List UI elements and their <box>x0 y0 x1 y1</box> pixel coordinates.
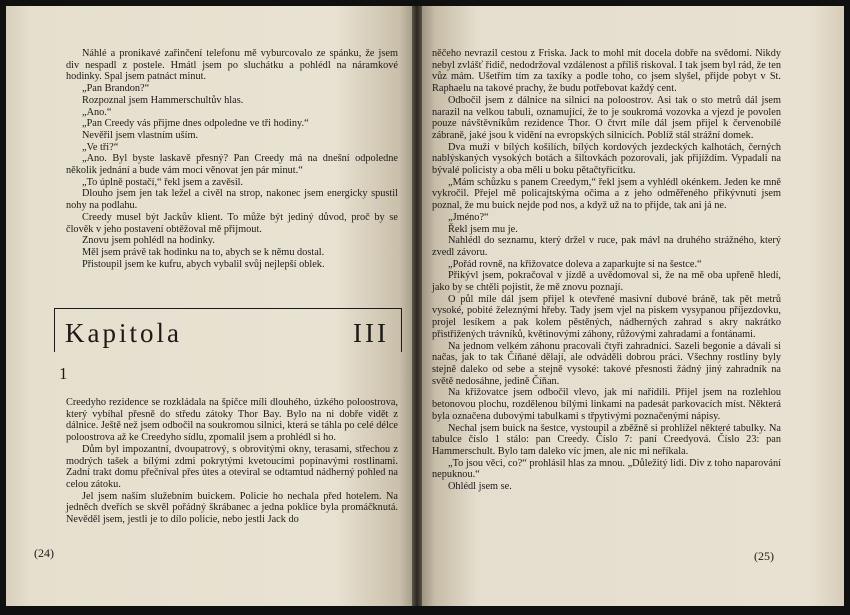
paragraph: „To úplně postačí,“ řekl jsem a zavěsil. <box>82 176 244 188</box>
paragraph: „Ano.“ <box>82 106 112 118</box>
paragraph: Znovu jsem pohlédl na hodinky. <box>82 235 215 247</box>
paragraph: Měl jsem právě tak hodinku na to, abych se k němu dostal. <box>82 246 325 258</box>
paragraph: „To jsou věci, co?“ prohlásil hlas za mnou. „Důležitý lidi. Div z toho naparování nepuknou.“ <box>432 457 781 481</box>
paragraph: Jel jsem naším služebním buickem. Policie ho nechala před hotelem. Na jedněch dveřích se skvěl pořádný škrábanec a jedna poklice byla promáčknutá. Nevěděl jsem, jestli je to dílo policie, nebo jestli Jack do <box>66 490 398 526</box>
left-page-number: (24) <box>34 546 54 560</box>
paragraph: Nevěřil jsem vlastním uším. <box>82 129 199 141</box>
paragraph: Dlouho jsem jen tak ležel a civěl na strop, nakonec jsem energicky spustil nohy na podlahu. <box>66 188 398 212</box>
paragraph: Na jednom velkém záhonu pracovali čtyři zahradníci. Sazeli begonie a dávali si načas, jak to tak Číňané dělají, ale odváděli dobrou práci. Všechny rostliny byly stejně daleko od sebe a stejně vysoké: takové přesnosti žádný jiný zahradník na světě nedosáhne, jedině Číňan. <box>432 340 781 387</box>
chapter-word: Kapitola <box>65 318 182 348</box>
paragraph: Odbočil jsem z dálnice na silnici na poloostrov. Asi tak o sto metrů dál jsem narazil na velkou tabuli, oznamující, že to je soukromá vozovka a vjezd je povolen pouze návštěvníkům rezidence Thor. O čtvrt míle dál jsem přijel k červenobílé zábraně, jaké jsou k vidění na evropských silnicích. Poblíž stál strážní domek. <box>432 94 781 141</box>
paragraph: O půl míle dál jsem přijel k otevřené masivní dubové bráně, tak pět metrů vysoké, pobité železnými hřeby. Tady jsem vjel na piskem vysypanou příjezdovku, projel lesíkem a pak kolem pěstěných, nádherných zahrad s akry nakrátko přistřižených trávníků, květinovými záhony, růžovými zahradami a fontánami. <box>432 293 781 340</box>
left-page-text-top <box>66 48 398 270</box>
paragraph: „Mám schůzku s panem Creedym,“ řekl jsem a vyhlédl okénkem. Jeden ke mně vykročil. Přejel mě policajtskýma očima a z jeho odměřeného přikývnutí jsem poznal, že mu buick nejde pod nos, a když už na to přijde, tak ani já ne. <box>432 176 781 212</box>
paragraph: Rozpoznal jsem Hammerschultův hlas. <box>82 94 244 106</box>
paragraph: „Jméno?“ <box>448 211 489 223</box>
paragraph: Creedy musel být Jackův klient. To může být jediný důvod, proč by se člověk v jeho postavení obtěžoval mě přijmout. <box>66 211 398 235</box>
chapter-heading <box>54 308 402 352</box>
paragraph: Přikývl jsem, pokračoval v jízdě a uvědomoval si, že na mě oba upřeně hledí, jako by se chtěli pojistit, že mě znovu poznají. <box>432 270 781 294</box>
right-page-text <box>432 48 781 493</box>
paragraph: Ohlédl jsem se. <box>448 481 512 493</box>
paragraph: Dům byl impozantní, dvoupatrový, s obrovitými okny, terasami, střechou z modrých tašek a bílými zdmi pokrytými kvetoucími popínavými rostlinami. Zadní trakt domu přečníval přes útes a oteviral se odtamtud nádherný pohled na celou zátoku. <box>66 443 398 490</box>
paragraph: „Pan Brandon?“ <box>82 83 150 95</box>
paragraph: Přistoupil jsem ke kufru, abych vybalil svůj nejlepší oblek. <box>82 258 325 270</box>
paragraph: Nahlédl do seznamu, který držel v ruce, pak mávl na druhého strážného, který zvedl závoru. <box>432 235 781 258</box>
chapter-number: III <box>353 318 389 348</box>
paragraph: něčeho nevrazil cestou z Friska. Jack to mohl mít docela dobře na svědomí. Nikdy nebyl zvlášť řidič, nedodržoval vzdálenost a příliš riskoval. I tak jsem byl rád, že ten vůz mám. Ušetřím tím za taxíky a podle toho, co jsem slyšel, přijde pobyt v St. Raphaelu na takové prachy, že budu potřebovat každý cent. <box>432 48 781 95</box>
paragraph: Řekl jsem mu je. <box>448 223 518 235</box>
left-page-text-bottom <box>66 397 398 526</box>
paragraph: „Ano. Byl byste laskavě přesný? Pan Creedy má na dnešní odpoledne několik jednání a bude vám moci věnovat jen pár minut.“ <box>66 153 398 177</box>
book-gutter <box>412 6 422 606</box>
paragraph: „Ve tři?“ <box>82 141 119 153</box>
right-page-number: (25) <box>754 549 774 563</box>
paragraph: Náhlé a pronikavé zařinčení telefonu mě vyburcovalo ze spánku, že jsem div nespadl z postele. Hmátl jsem po sluchátku a pohlédl na náramkové hodinky. Spal jsem patnáct minut. <box>66 48 398 83</box>
paragraph: Creedyho rezidence se rozkládala na špičce míli dlouhého, úzkého poloostrova, který vybíhal přesně do středu zátoky Thor Bay. Bylo na ni dobře vidět z dálnice. Ještě než jsem odbočil na soukromou silnici, která se táhla po celé délce poloostrova až ke Creedyho sídlu, zpomalil jsem a prohlédl si ho. <box>66 397 398 444</box>
paragraph: Nechal jsem buick na šestce, vystoupil a zběžně si prohlížel některé tabulky. Na tabulce číslo 1 stálo: pan Creedy. Číslo 7: paní Creedyová. Číslo 23: pan Hammerschult. Bylo tam daleko víc jmen, ale nic mi neříkala. <box>432 422 781 457</box>
paragraph: Dva muži v bílých košilích, bílých kordových jezdeckých kalhotách, černých nablýskaných vysokých botách a šiltovkách pozorovali, jak přijíždím. Vypadali na bývalé policisty a oba měli u boku pětačtyřicítku. <box>432 141 781 177</box>
paragraph: „Pořád rovně, na křižovatce doleva a zaparkujte si na šestce.“ <box>448 258 702 270</box>
paragraph: Na křižovatce jsem odbočil vlevo, jak mi nařídili. Přijel jsem na rozlehlou betonovou plochu, rozdělenou bílými linkami na padesát parkovacích míst. Některá byla označena dubovými tabulkami s třpytivými poznačenými nápisy. <box>432 387 781 422</box>
section-number: 1 <box>59 364 68 383</box>
paragraph: „Pan Creedy vás přijme dnes odpoledne ve tři hodiny.“ <box>82 118 309 130</box>
